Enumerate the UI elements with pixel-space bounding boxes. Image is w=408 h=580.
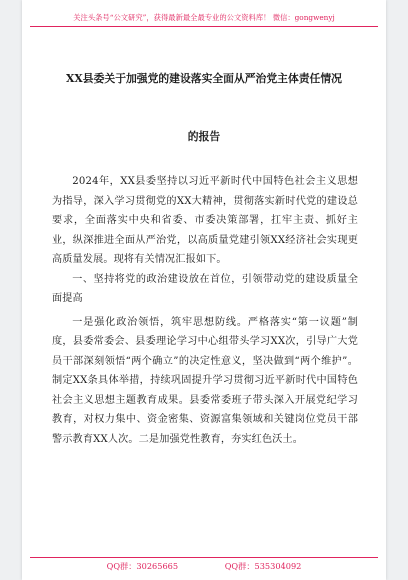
body-paragraph: 一是强化政治领悟，筑牢思想防线。严格落实“第一议题”制度，县委常委会、县委理论学习中心组带头学习XX次，引导广大党员干部深刻领悟“两个确立”的决定性意义，坚决做到“两个维护”。制定XX条具体举措，持续巩固提升学习贯彻习近平新时代中国特色社会主义思想主题教育成果。县委常委班子带头深入开展党纪学习教育，对权力集中、资金密集、资源富集领域和关键岗位党员干部警示教育XX人次。二是加强党性教育，夯实红色沃土。 <box>52 316 358 445</box>
footer-qq-group-2: QQ群：535304092 <box>224 561 302 571</box>
footer-contact <box>30 557 378 574</box>
document-title: XX县委关于加强党的建设落实全面从严治党主体责任情况 <box>66 72 342 85</box>
section-heading: 一、坚持将党的政治建设放在首位，引领带动党的建设质量全面提高 <box>52 273 358 304</box>
document-title-continued: 的报告 <box>187 130 221 143</box>
document-body <box>52 172 358 449</box>
document-page <box>22 0 386 580</box>
body-paragraph-intro: 2024年，XX县委坚持以习近平新时代中国特色社会主义思想为指导，深入学习贯彻党的XX大精神，贯彻落实新时代党的建设总要求，全面落实中央和省委、市委决策部署，扛牢主责、抓好主业，纵深推进全面从严治党，以高质量党建引领XX经济社会实现更高质量发展。现将有关情况汇报如下。 <box>52 176 358 265</box>
footer-qq-group-1: QQ群：30265665 <box>106 561 179 571</box>
header-notice: 关注头条号“公文研究”，获得最新最全最专业的公文资料库！ 微信：gongwenyj <box>30 10 378 27</box>
